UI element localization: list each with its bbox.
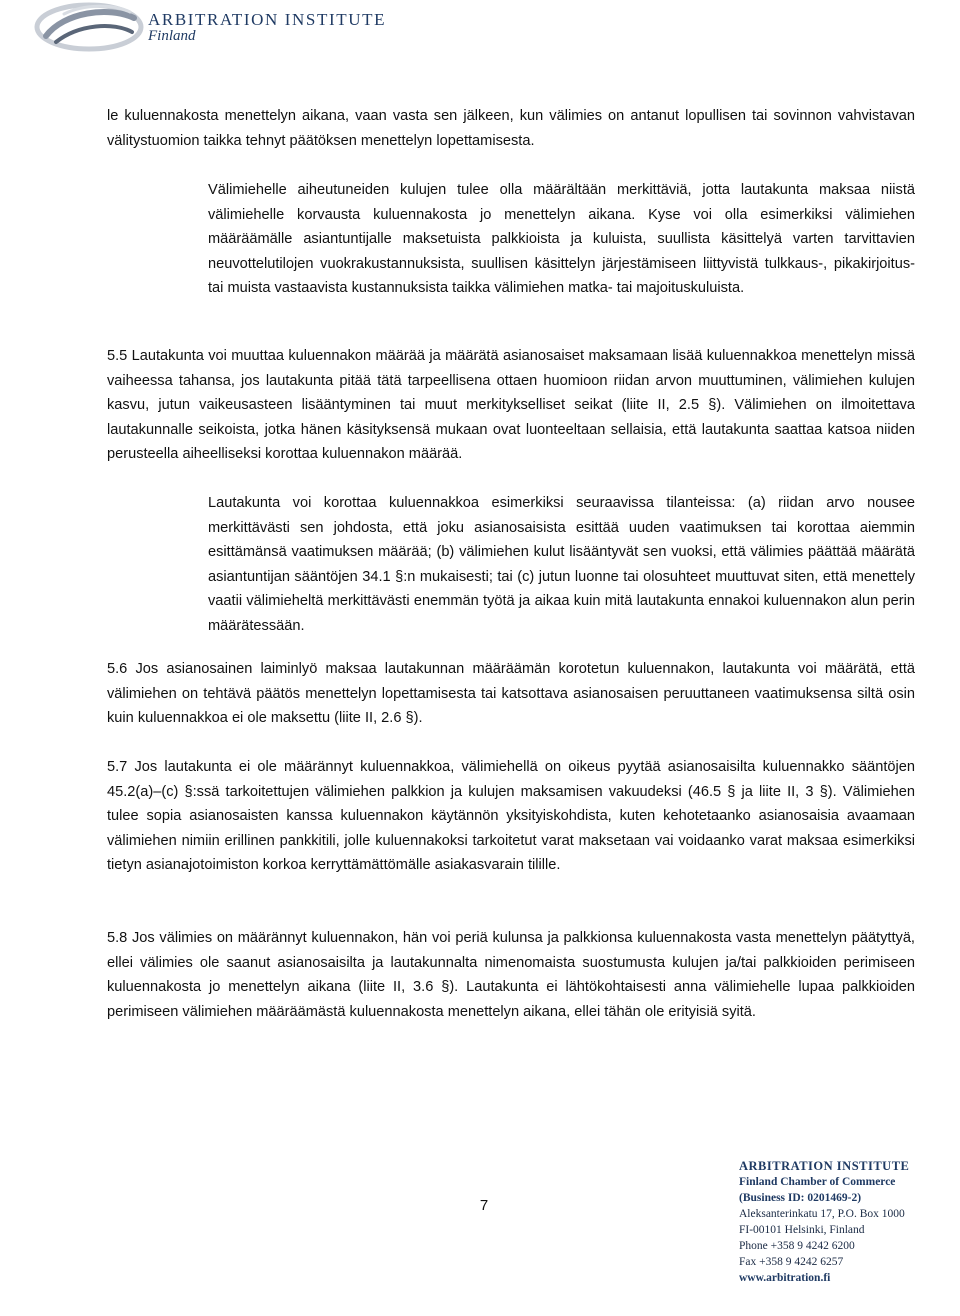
footer-business-id: (Business ID: 0201469-2) [739, 1192, 862, 1204]
footer-phone: Phone +358 9 4242 6200 [739, 1240, 855, 1252]
footer-website-link[interactable]: www.arbitration.fi [739, 1272, 831, 1284]
footer-chamber: Finland Chamber of Commerce [739, 1176, 896, 1188]
paragraph-continuation: le kuluennakosta menettelyn aikana, vaan vasta sen jälkeen, kun välimies on antanut lopullisen tai sovinnon vahvistavan välitystuomion taikka tehnyt päätöksen menettelyn lopettamisesta. [107, 108, 915, 149]
header-country: Finland [148, 28, 196, 44]
paragraph-5-7: 5.7 Jos lautakunta ei ole määrännyt kuluennakkoa, välimiehellä on oikeus pyytää asianosaisilta kuluennakko sääntöjen 45.2(a)–(c) §:ssä tarkoitettujen välimiehen palkkion ja kulujen maksamisen vakuudeksi (46.5 § ja liite II, 3 §). Välimiehen tulee sopia asianosaisten kanssa kuluennakon käytännön yksityiskohdista, kuten kehotetaanko asianosaisia avaamaan välimiehen nimiin erillinen pankkitili, jolle kuluennakoksi tarkoitetut varat maksetaan vai voidaanko varat maksaa esimerkiksi tietyn asianajotoimiston korkoa kerryttämättömälle asiakasvarain tilille. [107, 759, 915, 873]
arbitration-swirl-logo-icon [34, 2, 144, 52]
footer-contact-block [739, 1158, 954, 1286]
footer-address: Aleksanterinkatu 17, P.O. Box 1000 [739, 1208, 905, 1220]
page-number: 7 [479, 1197, 489, 1214]
paragraph-5-6: 5.6 Jos asianosainen laiminlyö maksaa lautakunnan määräämän korotetun kuluennakon, lautakunta voi määrätä, että välimiehen on tehtävä päätös menettelyn lopettamisesta tai katsottava asianosaisen peruuttaneen vaatimuksensa siltä osin kuin kuluennakkoa ei ole maksettu (liite II, 2.6 §). [107, 661, 915, 726]
paragraph-indented-examples: Lautakunta voi korottaa kuluennakkoa esimerkiksi seuraavissa tilanteissa: (a) riidan arvo nousee merkittävästi sen johdosta, että joku asianosaisista esittää uuden vaatimuksen tai korottaa aiemmin esittämänsä vaatimuksen määrää; (b) välimiehen kulut lisääntyvät sen vuoksi, että välimies päättää määrätä asiantuntijan sääntöjen 34.1 §:n mukaisesti; tai (c) jutun luonne tai olosuhteet muuttuvat siten, että menettely vaatii välimieheltä merkittävästi enemmän työtä ja aikaa kuin mitä lautakunta ennakoi kuluennakon alun perin määrätessään. [208, 495, 915, 634]
footer-city: FI-00101 Helsinki, Finland [739, 1224, 865, 1236]
paragraph-5-8: 5.8 Jos välimies on määrännyt kuluennakon, hän voi periä kulunsa ja palkkionsa kuluennakosta vasta menettelyn päätyttyä, ellei välimies ole saanut asianosaisilta ja lautakunnalta nimenomaista suostumusta kulujen ja/tai palkkioiden perimiseen kuluennakosta jo menettelyn aikana (liite II, 3.6 §). Lautakunta ei lähtökohtaisesti anna välimiehelle lupaa palkkioiden perimiseen välimiehen määräämästä kuluennakosta menettelyn aikana, ellei tähän ole erityisiä syitä. [107, 930, 915, 1020]
footer-title: ARBITRATION INSTITUTE [739, 1159, 910, 1173]
header-org-name: ARBITRATION INSTITUTE [148, 10, 387, 29]
paragraph-5-5: 5.5 Lautakunta voi muuttaa kuluennakon määrää ja määrätä asianosaiset maksamaan lisää kuluennakkoa menettelyn missä vaiheessa tahansa, jos lautakunta pitää tätä tarpeellisena ottaen huomioon riidan arvon muuttuminen, välimiehen kulujen kasvu, jutun vaikeusasteen lisääntyminen tai muut merkitykselliset seikat (liite II, 2.5 §). Välimiehen on ilmoitettava lautakunnalle seikoista, jotka hänen käsityksensä mukaan ovat luonteeltaan sellaisia, että lautakunta saattaa katsoa niiden perusteella aiheelliseksi korottaa kuluennakon määrää. [107, 348, 915, 462]
paragraph-indented-costs: Välimiehelle aiheutuneiden kulujen tulee olla määrältään merkittäviä, jotta lautakunta maksaa niistä välimiehelle korvausta kuluennakosta jo menettelyn aikana. Kyse voi olla esimerkiksi välimiehen määräämälle asiantuntijalle maksetuista palkkioista ja kuluista, suullista käsittelyä varten tarvittavien neuvottelutilojen vuokrakustannuksista, suullisen käsittelyn järjestämiseen liittyvistä tulkkaus-, pikakirjoitus- tai muista vastaavista kustannuksista taikka välimiehen matka- tai majoituskuluista. [208, 182, 915, 296]
footer-fax: Fax +358 9 4242 6257 [739, 1256, 844, 1268]
